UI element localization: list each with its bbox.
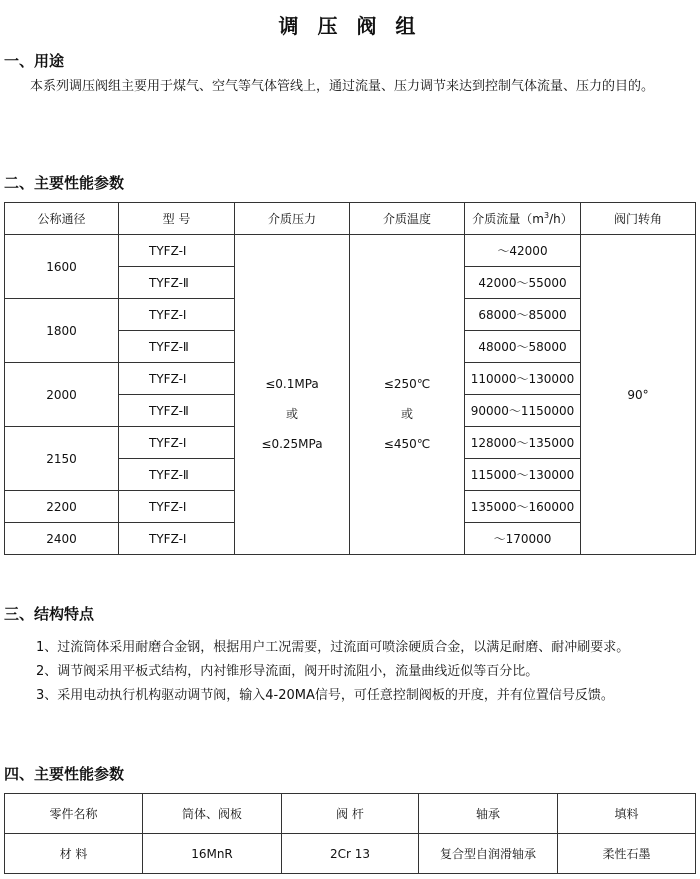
body-material-cell: 16MnR <box>143 834 282 874</box>
header-bearing: 轴承 <box>419 794 558 834</box>
flow-cell: ～170000 <box>465 523 581 555</box>
header-flow-label: 介质流量（m <box>472 212 544 226</box>
dn-cell: 2150 <box>5 427 119 491</box>
model-cell: TYFZ-Ⅱ <box>119 459 235 491</box>
table-row <box>5 834 696 874</box>
temperature-line: ≤250℃ <box>383 376 431 391</box>
dn-cell: 2000 <box>5 363 119 427</box>
model-cell: TYFZ-Ⅰ <box>119 491 235 523</box>
flow-cell: 90000～1150000 <box>465 395 581 427</box>
header-rotation: 阀门转角 <box>581 203 696 235</box>
header-pressure: 介质压力 <box>235 203 350 235</box>
header-temperature: 介质温度 <box>350 203 465 235</box>
header-packing: 填料 <box>558 794 696 834</box>
pressure-cell <box>235 235 350 555</box>
section-heading-parts: 四、主要性能参数 <box>4 765 125 783</box>
temperature-line: 或 <box>400 406 413 421</box>
flow-cell: 135000～160000 <box>465 491 581 523</box>
header-dn: 公称通径 <box>5 203 119 235</box>
usage-paragraph <box>4 76 694 98</box>
flow-cell: 42000～55000 <box>465 267 581 299</box>
pressure-line: ≤0.25MPa <box>261 436 323 451</box>
table-header-row <box>5 794 696 834</box>
section-heading-features: 三、结构特点 <box>4 605 95 623</box>
header-stem: 阀 杆 <box>282 794 419 834</box>
header-flow <box>465 203 581 235</box>
table-header-row <box>5 203 696 235</box>
dn-cell: 1600 <box>5 235 119 299</box>
page-title: 调 压 阀 组 <box>278 14 422 38</box>
table-row <box>5 235 696 267</box>
performance-table <box>4 202 696 555</box>
model-cell: TYFZ-Ⅰ <box>119 427 235 459</box>
header-flow-sup: 3 <box>543 211 550 220</box>
dn-cell: 2200 <box>5 491 119 523</box>
list-item: 2、调节阀采用平板式结构，内衬锥形导流面，阀开时流阻小，流量曲线近似等百分比。 <box>36 664 539 679</box>
material-label-cell: 材 料 <box>5 834 143 874</box>
model-cell: TYFZ-Ⅱ <box>119 267 235 299</box>
parts-table <box>4 793 696 874</box>
header-part-name: 零件名称 <box>5 794 143 834</box>
model-cell: TYFZ-Ⅱ <box>119 395 235 427</box>
model-cell: TYFZ-Ⅰ <box>119 299 235 331</box>
model-cell: TYFZ-Ⅰ <box>119 523 235 555</box>
header-flow-tail: /h） <box>549 212 573 226</box>
flow-cell: ～42000 <box>465 235 581 267</box>
usage-text: 本系列调压阀组主要用于煤气、空气等气体管线上，通过流量、压力调节来达到控制气体流量、压力的目的。 <box>30 79 655 94</box>
temperature-cell <box>350 235 465 555</box>
pressure-line: ≤0.1MPa <box>265 376 319 391</box>
features-list <box>36 636 696 708</box>
stem-material-cell: 2Cr 13 <box>282 834 419 874</box>
list-item: 1、过流筒体采用耐磨合金钢，根据用户工况需要，过流面可喷涂硬质合金，以满足耐磨、耐冲刷要求。 <box>36 640 630 655</box>
model-cell: TYFZ-Ⅰ <box>119 363 235 395</box>
bearing-material-cell: 复合型自润滑轴承 <box>419 834 558 874</box>
pressure-line: 或 <box>285 406 298 421</box>
model-cell: TYFZ-Ⅰ <box>119 235 235 267</box>
section-heading-performance: 二、主要性能参数 <box>4 174 125 192</box>
list-item: 3、采用电动执行机构驱动调节阀，输入4-20MA信号，可任意控制阀板的开度，并有位置信号反馈。 <box>36 688 614 703</box>
dn-cell: 2400 <box>5 523 119 555</box>
dn-cell: 1800 <box>5 299 119 363</box>
header-body: 筒体、阀板 <box>143 794 282 834</box>
flow-cell: 128000～135000 <box>465 427 581 459</box>
temperature-line: ≤450℃ <box>383 436 431 451</box>
packing-material-cell: 柔性石墨 <box>558 834 696 874</box>
flow-cell: 68000～85000 <box>465 299 581 331</box>
rotation-cell: 90° <box>581 235 696 555</box>
flow-cell: 48000～58000 <box>465 331 581 363</box>
flow-cell: 115000～130000 <box>465 459 581 491</box>
model-cell: TYFZ-Ⅱ <box>119 331 235 363</box>
flow-cell: 110000～130000 <box>465 363 581 395</box>
section-heading-usage: 一、用途 <box>4 52 65 70</box>
header-model: 型 号 <box>119 203 235 235</box>
